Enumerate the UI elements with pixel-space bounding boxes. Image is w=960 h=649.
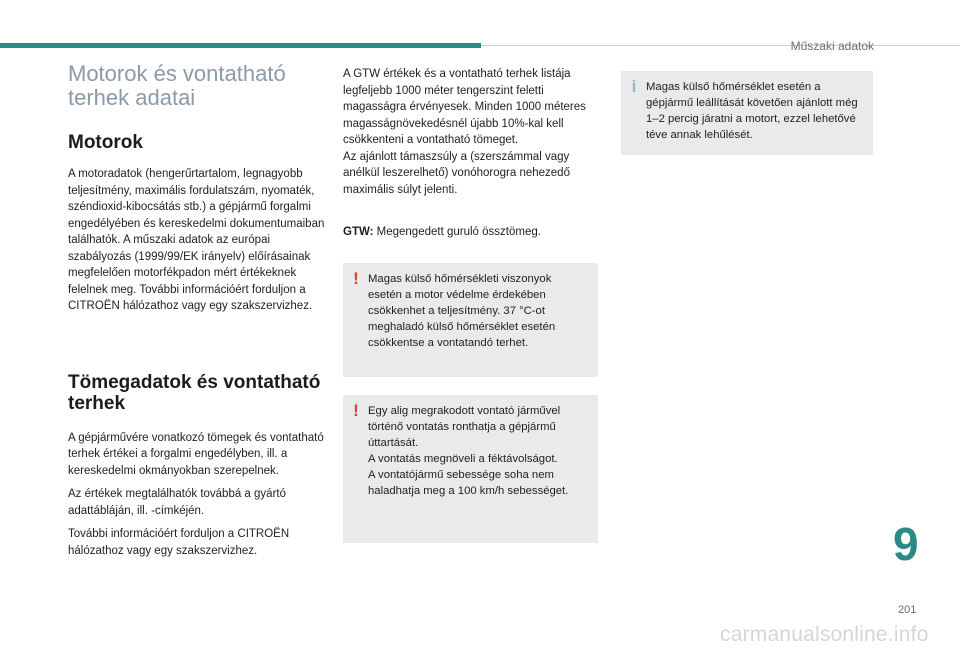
gtw-intro-2: Az ajánlott támaszsúly a (szerszámmal vagy anélkül leszerelhető) vonóhorogra nehezedő maximális súlyt jelenti. (343, 150, 570, 196)
column-left (68, 62, 330, 559)
warning-box-towing (343, 395, 598, 543)
warning-text-3: A vontatójármű sebessége soha nem haladhatja meg a 100 km/h sebességet. (368, 468, 569, 497)
warning-icon: ! (353, 268, 359, 288)
weights-paragraph-2: Az értékek megtalálhatók továbbá a gyártó adattábláján, ill. -címkéjén. (68, 488, 286, 517)
page-number: 201 (898, 604, 917, 616)
column-right (621, 71, 873, 155)
warning-text-2: A vontatás megnöveli a féktávolságot. (368, 452, 558, 465)
motors-paragraph: A motoradatok (hengerűrtartalom, legnagyobb teljesítmény, maximális fordulatszám, nyomaték, széndioxid-kibocsátás stb.) a gépjármű forgalmi engedélyében és kereskedelmi dokumentumaiban találhatók. A műszaki adatok az európai szabályozás (1999/99/EK irányelv) előírásainak megfelelően motorfékpadon mért értékeknek felelnek meg. További információért forduljon a CITROËN hálózathoz vagy egy szakszervizhez. (68, 168, 325, 312)
page-title: Motorok és vontatható terhek adatai (68, 61, 286, 110)
header-divider (481, 45, 960, 46)
chapter-number: 9 (893, 518, 919, 570)
motors-heading: Motorok (68, 132, 143, 153)
weights-heading: Tömegadatok és vontatható terhek (68, 371, 321, 414)
gtw-definition (343, 224, 598, 241)
gtw-text: Megengedett guruló össztömeg. (373, 226, 541, 238)
weights-paragraph-1: A gépjárművére vonatkozó tömegek és vontatható terhek értékei a forgalmi engedélyben, ill. a kereskedelmi okmányokban szerepelnek. (68, 431, 324, 477)
info-icon: i (631, 77, 637, 96)
column-middle (343, 66, 598, 543)
header-accent-bar (0, 43, 481, 48)
warning-text: Magas külső hőmérsékleti viszonyok esetén a motor védelme érdekében csökkenhet a teljesítmény. 37 °C-ot meghaladó külső hőmérséklet esetén csökkentse a vontatandó terhet. (368, 272, 556, 349)
warning-text: Egy alig megrakodott vontató járművel történő vontatás ronthatja a gépjármű úttartását. (368, 404, 561, 449)
warning-icon: ! (353, 400, 359, 420)
weights-paragraph-3: További információért forduljon a CITROËN hálózathoz vagy egy szakszervizhez. (68, 528, 290, 557)
section-title: Műszaki adatok (790, 39, 874, 53)
gtw-intro: A GTW értékek és a vontatható terhek listája legfeljebb 1000 méter tengerszint feletti magasságra érvényesek. Minden 1000 méteres magasságnövekedésnél újabb 10%-kal kell csökkenteni a vontatható tömeget. (343, 68, 586, 146)
gtw-label: GTW: (343, 226, 374, 238)
watermark: carmanualsonline.info (720, 623, 929, 646)
info-box-cooling (621, 71, 873, 155)
warning-box-temperature (343, 263, 598, 377)
info-text: Magas külső hőmérséklet esetén a gépjármű leállítását követően ajánlott még 1–2 percig járatni a motort, ezzel lehetővé téve annak lehűlését. (646, 81, 858, 141)
